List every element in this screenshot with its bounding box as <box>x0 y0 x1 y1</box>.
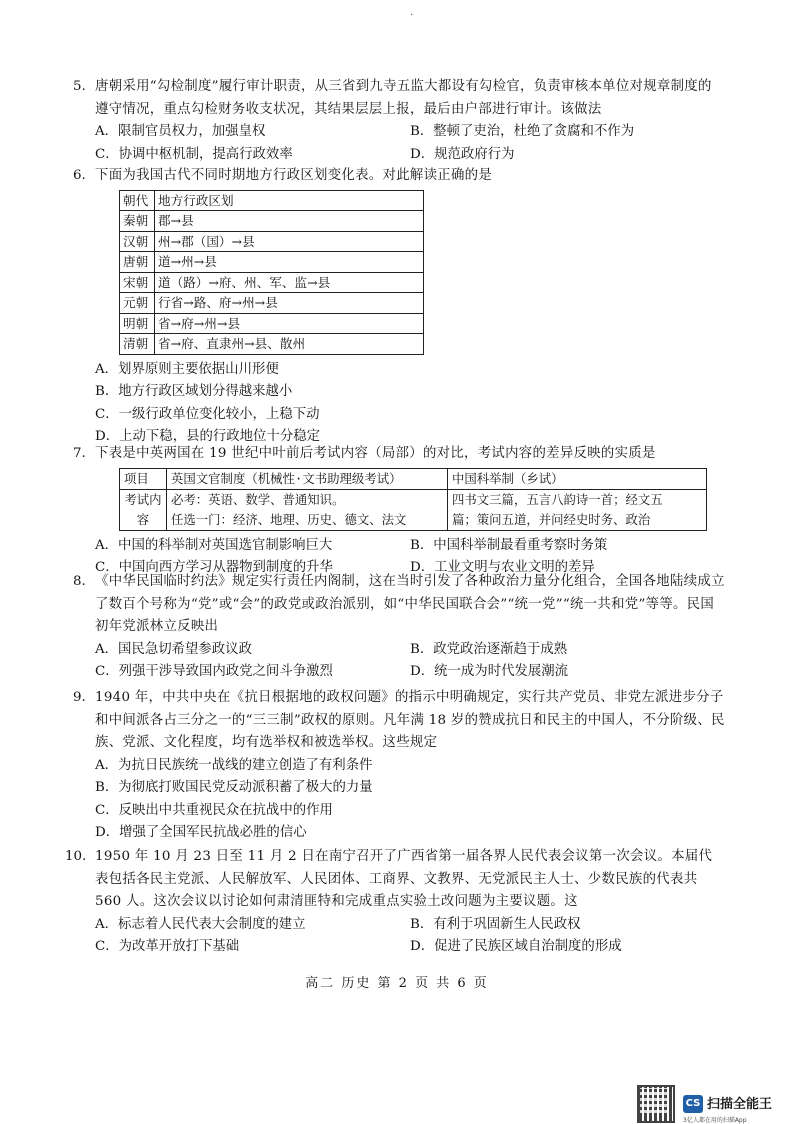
question-number: 9. <box>73 690 86 705</box>
table-cell: 清朝 <box>120 334 155 355</box>
cell-line: 任选一门：经济、地理、历史、德文、法文 <box>171 511 407 527</box>
table-row <box>120 211 424 232</box>
option-c: C．列强干涉导致国内政党之间斗争激烈 <box>95 664 333 679</box>
table-row <box>120 231 424 252</box>
option-b: B．有利于巩固新生人民政权 <box>410 916 581 932</box>
admin-division-table <box>119 190 424 355</box>
table-header-row <box>120 190 424 211</box>
option-d: D．促进了民族区域自治制度的形成 <box>410 939 622 954</box>
table-cell: 考试内容 <box>120 489 167 530</box>
camscanner-logo-icon: CS <box>683 1095 703 1113</box>
cell-line: 必考：英语、数学、普通知识。 <box>171 491 345 507</box>
option-d: D．上动下稳，县的行政地位十分稳定 <box>95 429 320 444</box>
option-c: C．反映出中共重视民众在抗战中的作用 <box>95 802 333 818</box>
table-row <box>120 334 424 355</box>
table-cell <box>448 489 707 530</box>
table-cell: 行省→路、府→州→县 <box>155 293 424 314</box>
exam-comparison-table <box>119 468 707 531</box>
option-b: B．为彻底打败国民党反动派积蓄了极大的力量 <box>95 780 373 795</box>
table-cell: 秦朝 <box>120 211 155 232</box>
option-d: D．规范政府行为 <box>410 146 515 162</box>
table-row <box>120 293 424 314</box>
table-header-row <box>120 468 707 489</box>
question-stem: 1950 年 10 月 23 日至 11 月 2 日在南宁召开了广西省第一届各界人民代表会议第一次会议。本届代表包括各民主党派、人民解放军、人民团体、工商界、文教界、无党派民主人士、少数民族的代表共 560 人。这次会议以讨论如何肃清匪特和完成重点实验土改问题为主要议题。这 <box>95 849 713 909</box>
scan-dot: · <box>410 10 414 21</box>
question-stem: 唐朝采用“勾检制度”履行审计职责，从三省到九寺五监大都设有勾检官，负责审核本单位对规章制度的遵守情况，重点勾检财务收支状况，其结果层层上报，最后由户部进行审计。该做法 <box>95 79 712 117</box>
table-cell: 道（路）→府、州、军、监→县 <box>155 272 424 293</box>
question-7 <box>73 443 725 580</box>
question-number: 10. <box>65 849 87 864</box>
option-b: B．政党政治逐渐趋于成熟 <box>410 641 568 657</box>
question-number: 8. <box>73 574 86 589</box>
table-cell: 宋朝 <box>120 272 155 293</box>
table-header-cell: 中国科举制（乡试） <box>448 468 707 489</box>
table-header-cell: 项目 <box>120 468 167 489</box>
table-cell: 郡→县 <box>155 211 424 232</box>
option-a: A．限制官员权力，加强皇权 <box>95 124 266 139</box>
question-8 <box>73 571 725 684</box>
table-header-cell: 英国文官制度（机械性·文书助理级考试） <box>167 468 448 489</box>
option-b: B．地方行政区域划分得越来越小 <box>95 384 293 399</box>
option-a: A．中国的科举制对英国选官制影响巨大 <box>95 537 333 553</box>
watermark-brand: 扫描全能王 <box>707 1097 773 1112</box>
question-6 <box>73 165 725 449</box>
option-d: D．增强了全国军民抗战必胜的信心 <box>95 825 307 840</box>
question-9 <box>73 687 725 845</box>
question-stem: 下面为我国古代不同时期地方行政区划变化表。对此解读正确的是 <box>95 168 493 183</box>
cell-line: 四书文三篇，五言八韵诗一首；经文五 <box>452 491 663 507</box>
table-cell: 元朝 <box>120 293 155 314</box>
table-header-cell: 地方行政区划 <box>155 190 424 211</box>
table-cell <box>167 489 448 530</box>
option-d: D．工业文明与农业文明的差异 <box>410 560 595 575</box>
table-cell: 省→府→州→县 <box>155 313 424 334</box>
option-a: A．为抗日民族统一战线的建立创造了有利条件 <box>95 757 373 773</box>
option-c: C．为改革开放打下基础 <box>95 939 240 954</box>
page-footer: 高二 历史 第 2 页 共 6 页 <box>305 976 489 991</box>
table-cell: 州→郡（国）→县 <box>155 231 424 252</box>
table-cell: 道→州→县 <box>155 252 424 273</box>
option-a: A．国民急切希望参政议政 <box>95 641 252 657</box>
option-a: A．标志着人民代表大会制度的建立 <box>95 916 306 932</box>
table-cell: 汉朝 <box>120 231 155 252</box>
question-number: 6. <box>73 168 86 183</box>
question-number: 5. <box>73 79 86 94</box>
option-a: A．划界原则主要依据山川形便 <box>95 361 279 377</box>
qr-pattern <box>640 1088 668 1116</box>
table-header-cell: 朝代 <box>120 190 155 211</box>
table-row <box>120 489 707 530</box>
option-c: C．中国向西方学习从器物到制度的升华 <box>95 560 333 575</box>
table-cell: 明朝 <box>120 313 155 334</box>
table-row <box>120 313 424 334</box>
table-row <box>120 272 424 293</box>
table-cell: 唐朝 <box>120 252 155 273</box>
question-5 <box>73 76 725 166</box>
question-10 <box>65 846 725 959</box>
table-cell: 省→府、直隶州→县、散州 <box>155 334 424 355</box>
question-stem: 《中华民国临时约法》规定实行责任内阁制，这在当时引发了各种政治力量分化组合，全国各地陆续成立了数百个号称为“党”或“会”的政党或政治派别，如“中华民国联合会”“统一党”“统一共和党”等等。民国初年党派林立反映出 <box>95 574 725 634</box>
option-d: D．统一成为时代发展潮流 <box>410 664 569 679</box>
question-number: 7. <box>73 446 86 461</box>
question-stem: 下表是中英两国在 19 世纪中叶前后考试内容（局部）的对比，考试内容的差异反映的实质是 <box>95 446 656 461</box>
watermark-tagline: 3亿人都在用的扫描App <box>683 1117 747 1124</box>
option-b: B．整顿了吏治，杜绝了贪腐和不作为 <box>410 124 635 139</box>
option-b: B．中国科举制最看重考察时务策 <box>410 537 608 553</box>
option-c: C．一级行政单位变化较小，上稳下动 <box>95 406 320 422</box>
question-stem: 1940 年，中共中央在《抗日根据地的政权问题》的指示中明确规定，实行共产党员、非党左派进步分子和中间派各占三分之一的“三三制”政权的原则。凡年满 18 岁的赞成抗日和民主的中国人，不分阶级、民族、党派、文化程度，均有选举权和被选举权。这些规定 <box>95 690 725 750</box>
cell-line: 篇；策问五道，并问经史时务、政治 <box>452 511 651 527</box>
option-c: C．协调中枢机制，提高行政效率 <box>95 146 293 162</box>
table-row <box>120 252 424 273</box>
